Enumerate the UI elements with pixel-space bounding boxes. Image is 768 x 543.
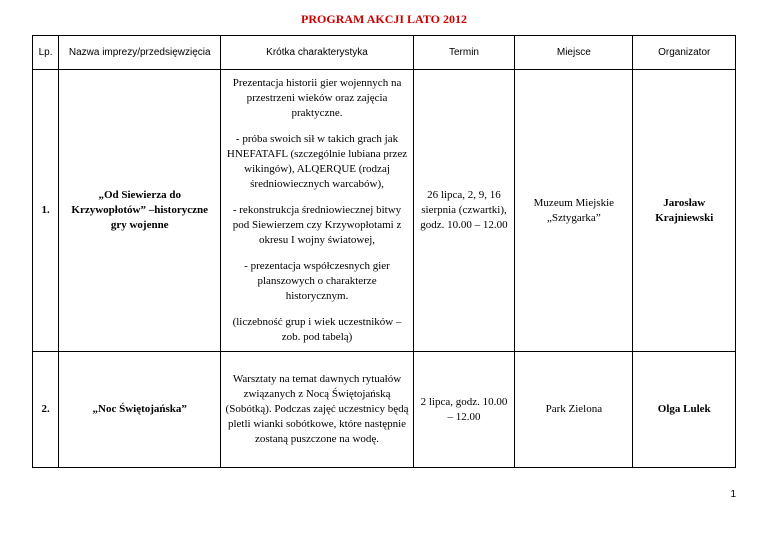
event-description (221, 352, 413, 468)
event-name: „Od Siewierza do Krzywopłotów” –historyczne gry wojenne (59, 70, 221, 352)
event-place: Muzeum Miejskie „Sztygarka” (515, 70, 633, 352)
description-paragraph: - prezentacja współczesnych gier planszowych o charakterze historycznym. (244, 260, 390, 302)
description-paragraph: - rekonstrukcja średniowiecznej bitwy pod Siewierzem czy Krzywopłotami z okresu I wojny światowej, (232, 204, 402, 246)
header-term: Termin (413, 36, 514, 70)
event-organizer: Jarosław Krajniewski (633, 70, 736, 352)
event-name: „Noc Świętojańska” (59, 352, 221, 468)
header-description: Krótka charakterystyka (221, 36, 413, 70)
event-organizer: Olga Lulek (633, 352, 736, 468)
row-number: 2. (33, 352, 59, 468)
header-name: Nazwa imprezy/przedsięwzięcia (59, 36, 221, 70)
page-number: 1 (730, 489, 736, 500)
header-lp: Lp. (33, 36, 59, 70)
program-table (32, 35, 736, 468)
event-term: 2 lipca, godz. 10.00 – 12.00 (413, 352, 514, 468)
header-place: Miejsce (515, 36, 633, 70)
table-row (33, 352, 736, 468)
event-place: Park Zielona (515, 352, 633, 468)
event-description (221, 70, 413, 352)
table-row (33, 70, 736, 352)
description-paragraph: Prezentacja historii gier wojennych na przestrzeni wieków oraz zajęcia praktyczne. (232, 77, 402, 119)
description-paragraph: - próba swoich sił w takich grach jak HNEFATAFL (szczególnie lubiana przez wikingów), ALQERQUE (rodzaj średniowiecznych warcabów), (226, 133, 408, 190)
description-paragraph: (liczebność grup i wiek uczestników – zob. pod tabelą) (232, 316, 402, 343)
row-number: 1. (33, 70, 59, 352)
header-organizer: Organizator (633, 36, 736, 70)
page-title: PROGRAM AKCJI LATO 2012 (301, 12, 467, 26)
event-term: 26 lipca, 2, 9, 16 sierpnia (czwartki), godz. 10.00 – 12.00 (413, 70, 514, 352)
description-paragraph: Warsztaty na temat dawnych rytuałów związanych z Nocą Świętojańską (Sobótką). Podczas zajęć uczestnicy będą pletli wianki sobótkowe, które następnie zostaną puszczone na wodę. (225, 373, 409, 445)
table-header-row (33, 36, 736, 70)
